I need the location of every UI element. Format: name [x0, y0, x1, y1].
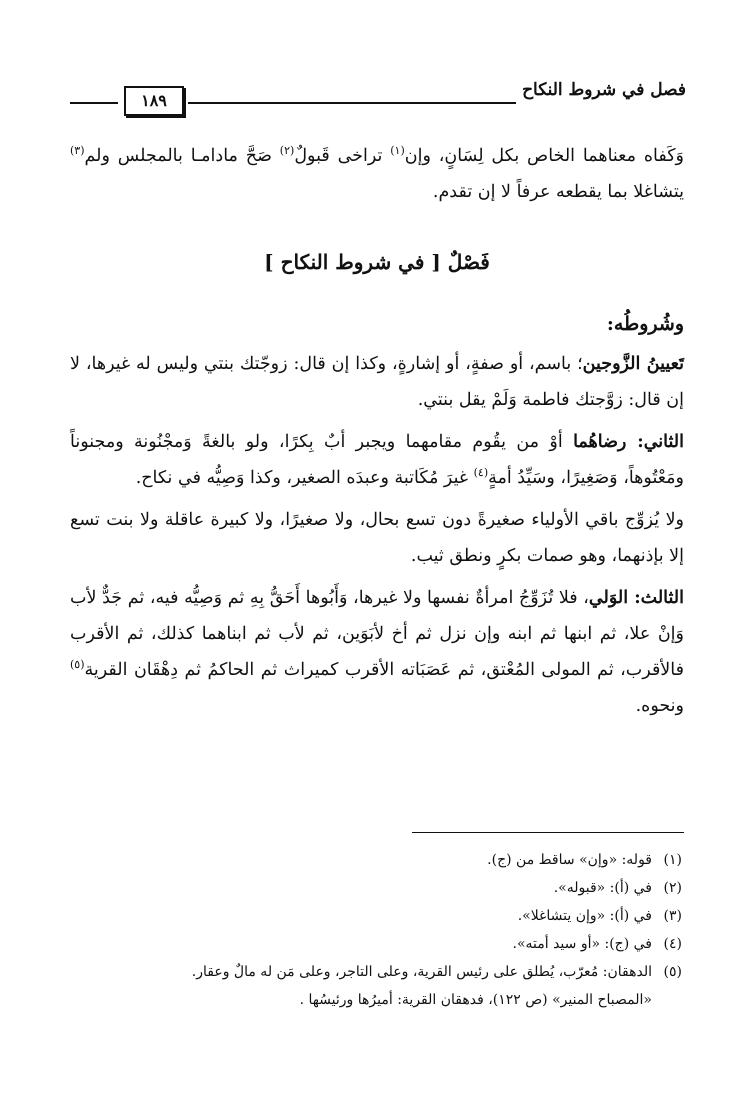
- paragraph-2-lead: تَعيينُ الزَّوجين: [582, 354, 684, 374]
- paragraph-5-lead: الثالث: الوَلي: [588, 588, 684, 608]
- footnote-5-continuation: «المصباح المنير» (ص ١٢٢)، فدهقان القرية: أميرُها ورئيسُها .: [299, 992, 652, 1008]
- footnote-separator: [412, 832, 684, 833]
- section-heading: فَصْلٌ [ في شروط النكاح ]: [264, 250, 490, 274]
- footnote-ref-2: (٢): [279, 144, 295, 158]
- paragraph-2: تَعيينُ الزَّوجين؛ باسم، أو صفةٍ، أو إشارةٍ، وكذا إن قال: زوجّتك بنتي وليس له غيرها، لا إن قال: زوَّجتك فاطمة وَلَمْ يقل بنتي.: [70, 354, 684, 410]
- paragraph-3: الثاني: رضاهُما أوْ من يقُوم مقامهما ويجبر أبٌ بِكرًا، ولو بالغةً وَمجْنُونة ومجنوناً ومَعْتُوهاً، وَصَغِيرًا، وسَيِّدُ أمةٍ$^{(٤)}$ غيرَ مُكَاتبة وعبدَه الصغير، وكذا وَصِيُّه في نكاح.: [70, 432, 684, 488]
- header-title: فصل في شروط النكاح: [522, 80, 686, 100]
- footnote-5: (٥)الدهقان: مُعرّب، يُطلق على رئيس القرية، وعلى التاجر، وعلى مَن له مالٌ وعقار.: [191, 964, 682, 980]
- paragraph-1: وَكَفاه معناهما الخاص بكل لِسَانٍ، وإن$^{(١)}$ تراخى قَبولٌ$^{(٢)}$ صَحَّ مادامـا بالمجلس ولم$^{(٣)}$ يتشاغلا بما يقطعه عرفاً لا إن تقدم.: [70, 144, 684, 202]
- page-number: ١٨٩: [124, 86, 184, 116]
- main-text: [70, 138, 684, 724]
- footnote-2: (٢)في (أ): «قبوله».: [553, 880, 682, 896]
- header-rule: [188, 102, 516, 104]
- paragraph-3-lead: الثاني: رضاهُما: [573, 432, 684, 452]
- footnote-ref-5: (٥): [70, 658, 85, 672]
- footnote-ref-1: (١): [390, 144, 405, 158]
- footnote-1: (١)قوله: «وإن» ساقط من (ج).: [487, 852, 682, 868]
- paragraph-5: الثالث: الوَلي، فلا تُزَوِّجُ امرأةٌ نفسها ولا غيرها، وَأَبُوها أَحَقُّ بِهِ ثم وَصِيُّه فيه، ثم جَدٌّ لأب وَإنْ علا، ثم ابنها ثم ابنه وإن نزل ثم أخ لأبَوَين، ثم لأب ثم ابناهما كذلك، ثم الأقرب فالأقرب، ثم المولى المُعْتق، ثم عَصَبَاته الأقرب كميراث ثم الحاكمُ ثم دِهْقَان القرية$^{(٥)}$ ونحوه.: [70, 588, 684, 716]
- running-header: [70, 80, 686, 114]
- footnote-4: (٤)في (ج): «أو سيد أمته».: [512, 936, 682, 952]
- paragraph-4: ولا يُزوِّج باقي الأولياء صغيرةً دون تسع بحال، ولا صغيرًا، ولا كبيرة عاقلة ولا بنت تسع إلا بإذنهما، وهو صمات بكرٍ ونطق ثيب.: [70, 510, 684, 566]
- footnotes: [70, 846, 682, 1014]
- header-rule-left: [70, 102, 118, 104]
- footnote-3: (٣)في (أ): «وإن يتشاغلا».: [517, 908, 682, 924]
- footnote-ref-4: (٤): [473, 466, 489, 480]
- sub-heading: وشُروطُه:: [606, 313, 684, 335]
- footnote-ref-3: (٣): [70, 144, 85, 158]
